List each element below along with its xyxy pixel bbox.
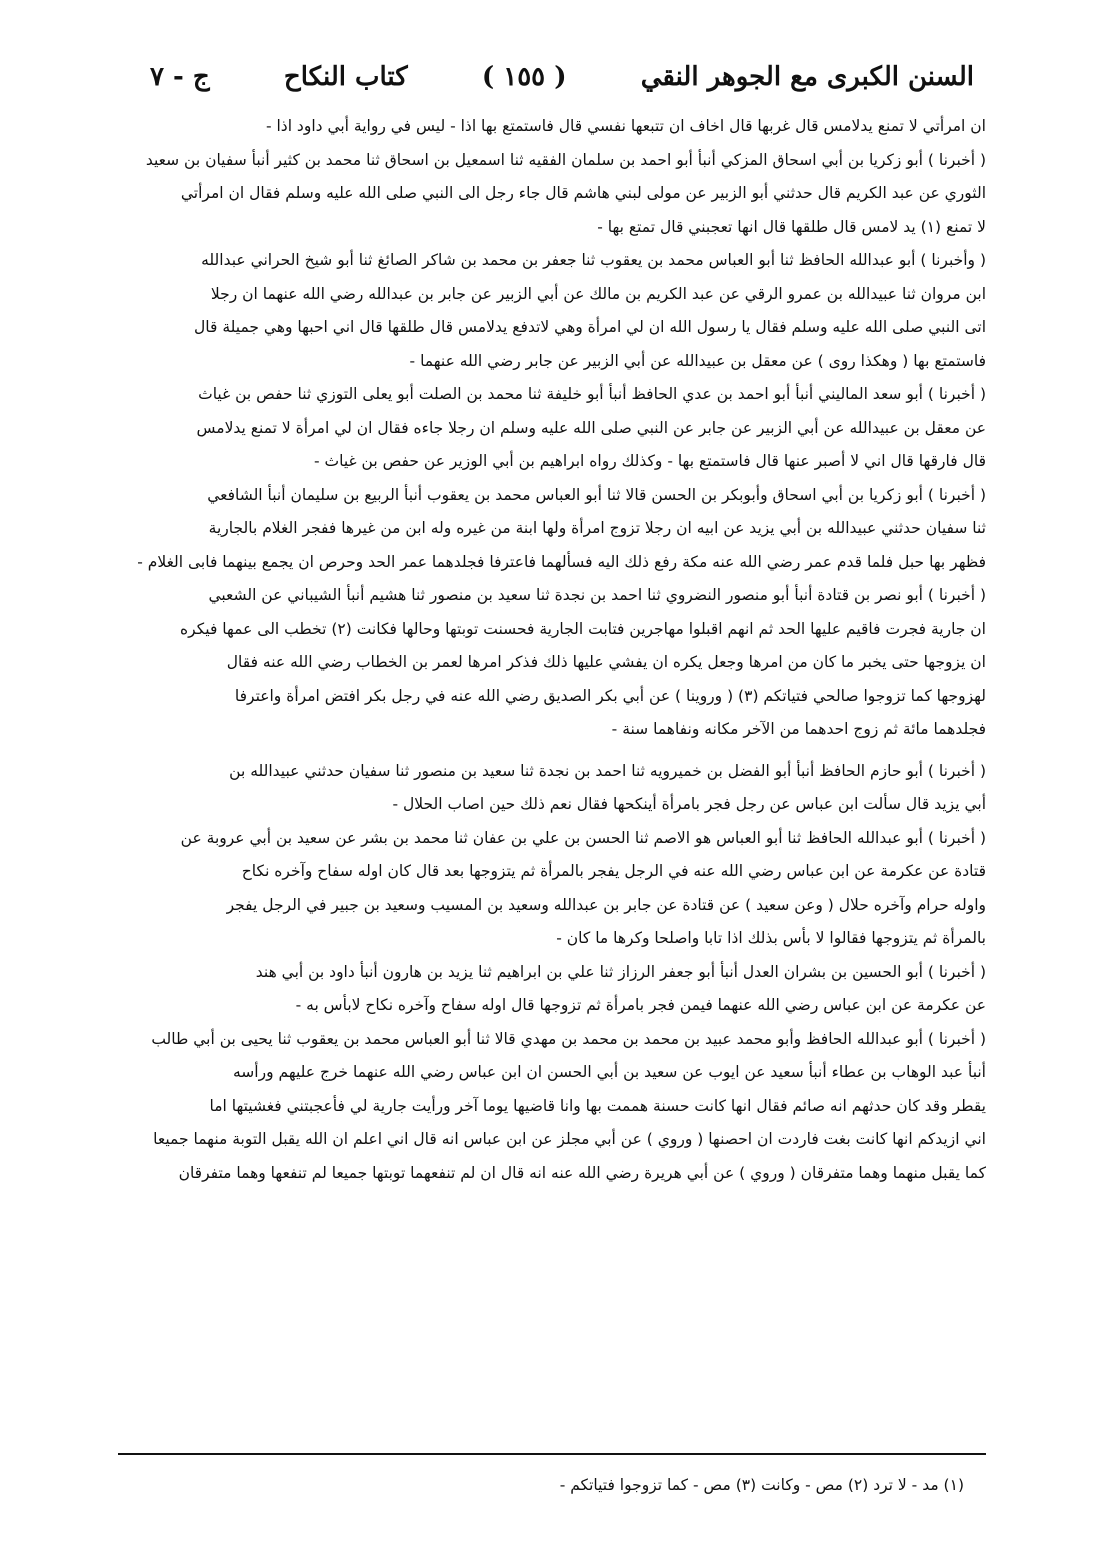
text-line: أبي يزيد قال سألت ابن عباس عن رجل فجر بامرأة أينكحها فقال نعم ذلك حين اصاب الحلال - bbox=[392, 795, 986, 813]
text-line: ( أخبرنا ) أبو عبدالله الحافظ وأبو محمد عبيد بن محمد بن محمد بن مهدي قالا ثنا أبو العباس محمد بن يعقوب ثنا يحيى بن أبي طالب bbox=[151, 1029, 986, 1048]
text-line: ( أخبرنا ) أبو سعد الماليني أنبأ أبو احمد بن عدي الحافظ أنبأ أبو خليفة ثنا محمد بن الصلت أبو يعلى التوزي ثنا حفص بن غياث bbox=[198, 385, 986, 403]
text-line: ( وأخبرنا ) أبو عبدالله الحافظ ثنا أبو العباس محمد بن يعقوب ثنا جعفر بن محمد بن شاكر الصائغ ثنا أبو شيخ الحراني عبدالله bbox=[201, 251, 986, 269]
text-line: لهزوجها كما تزوجوا صالحي فتياتكم (٣) ( وروينا ) عن أبي بكر الصديق رضي الله عنه في رجل بكر افتض امرأة واعترفا bbox=[234, 686, 986, 705]
text-line: يقطر وقد كان حدثهم انه صائم فقال انها كانت حسنة هممت بها وانا قاضيها يوما آخر ورأيت جارية لي فأعجبتني فغشيتها اما bbox=[209, 1096, 986, 1115]
text-line: فاستمتع بها ( وهكذا روى ) عن معقل بن عبيدالله عن أبي الزبير عن جابر رضي الله عنهما - bbox=[409, 351, 986, 370]
text-line: ( أخبرنا ) أبو نصر بن قتادة أنبأ أبو منصور النضروي ثنا احمد بن نجدة ثنا سعيد بن منصور ثنا هشيم أنبأ الشيباني عن الشعبي bbox=[208, 586, 986, 604]
page-header bbox=[150, 52, 974, 102]
text-line: الثوري عن عبد الكريم قال حدثني أبو الزبير عن مولى لبني هاشم قال جاء رجل الى النبي صلى الله عليه وسلم فقال ان امرأتي bbox=[180, 184, 986, 202]
text-line: ( أخبرنا ) أبو الحسين بن بشران العدل أنبأ أبو جعفر الرزاز ثنا علي بن ابراهيم ثنا يزيد بن هارون أنبأ داود بن أبي هند bbox=[255, 962, 986, 981]
text-line: ( أخبرنا ) أبو عبدالله الحافظ ثنا أبو العباس هو الاصم ثنا الحسن بن علي بن عفان ثنا محمد بن بشر عن سعيد بن أبي عروبة عن bbox=[180, 828, 986, 847]
text-line: اني ازيدكم انها كانت بغت فاردت ان احصنها ( وروي ) عن أبي مجلز عن ابن عباس انه قال اني اعلم ان الله يقبل التوبة منهما جميعا bbox=[153, 1130, 986, 1148]
main-text bbox=[118, 110, 986, 1190]
text-line: ( أخبرنا ) أبو زكريا بن أبي اسحاق وأبوبكر بن الحسن قالا ثنا أبو العباس محمد بن يعقوب أنبأ الربيع بن سليمان أنبأ الشافعي bbox=[207, 485, 986, 504]
text-line: فظهر بها حبل فلما قدم عمر رضي الله عنه مكة رفع ذلك اليه فسألهما فاعترفا فجلدهما عمر الحد وحرص ان يجمع بينهما فابى الغلام - bbox=[137, 552, 986, 571]
footnote-divider bbox=[118, 1453, 986, 1455]
page-number: ( ١٥٥ ) bbox=[481, 62, 567, 92]
text-line: ( أخبرنا ) أبو حازم الحافظ أنبأ أبو الفضل بن خميرويه ثنا احمد بن نجدة ثنا سعيد بن منصور ثنا سفيان حدثني عبيدالله بن bbox=[229, 761, 986, 780]
text-line: قال فارقها قال اني لا أصبر عنها قال فاستمتع بها - وكذلك رواه ابراهيم بن أبي الوزير عن حفص بن غياث - bbox=[313, 452, 986, 470]
text-line: ثنا سفيان حدثني عبيدالله بن أبي يزيد عن ابيه ان رجلا تزوج امرأة ولها ابنة من غيره وله ابن من غيرها ففجر الغلام بالجارية bbox=[208, 519, 986, 537]
footnote: (١) مد - لا ترد (٢) مص - وكانت (٣) مص - كما تزوجوا فتياتكم - bbox=[559, 1476, 964, 1494]
text-line: فجلدهما مائة ثم زوج احدهما من الآخر مكانه ونفاهما سنة - bbox=[611, 720, 986, 738]
text-line: لا تمنع (١) يد لامس قال طلقها قال انها تعجبني قال تمتع بها - bbox=[597, 217, 986, 236]
text-line: عن عكرمة عن ابن عباس رضي الله عنهما فيمن فجر بامرأة ثم تزوجها قال اوله سفاح وآخره نكاح لابأس به - bbox=[295, 996, 986, 1014]
text-line: بالمرأة ثم يتزوجها فقالوا لا بأس بذلك اذا تابا واصلحا وكرها ما كان - bbox=[556, 929, 986, 947]
text-line: ابن مروان ثنا عبيدالله بن عمرو الرقي عن عبد الكريم بن مالك عن أبي الزبير عن جابر بن عبدالله رضي الله عنهما ان رجلا bbox=[210, 284, 986, 303]
text-line: واوله حرام وآخره حلال ( وعن سعيد ) عن قتادة عن جابر بن عبدالله وسعيد بن المسيب وسعيد بن جبير في الرجل يفجر bbox=[226, 895, 986, 914]
text-line: اتى النبي صلى الله عليه وسلم فقال يا رسول الله ان لي امرأة وهي لاتدفع يدلامس قال طلقها قال اني احبها وهي جميلة قال bbox=[194, 318, 986, 336]
text-line: عن معقل بن عبيدالله عن أبي الزبير عن جابر عن النبي صلى الله عليه وسلم ان رجلا جاءه فقال ان لي امرأة لا تمنع يدلامس bbox=[196, 418, 986, 437]
text-line: قتادة عن عكرمة عن ابن عباس رضي الله عنه في الرجل يفجر بالمرأة ثم يتزوجها بعد قال كان اوله سفاح وآخره نكاح bbox=[241, 862, 986, 880]
chapter-title: كتاب النكاح bbox=[283, 62, 408, 92]
paragraph-gap bbox=[118, 747, 986, 755]
book-title: السنن الكبرى مع الجوهر النقي bbox=[640, 62, 974, 92]
text-line: كما يقبل منهما وهما متفرقان ( وروي ) عن أبي هريرة رضي الله عنه انه قال ان لم تنفعهما توبتها جميعا لم تنفعها وهما متفرقان bbox=[178, 1163, 986, 1182]
text-line: ان امرأتي لا تمنع يدلامس قال غربها قال اخاف ان تتبعها نفسي قال فاستمتع بها اذا - ليس في رواية أبي داود اذا - bbox=[265, 117, 986, 135]
text-line: ان جارية فجرت فاقيم عليها الحد ثم انهم اقبلوا مهاجرين فتابت الجارية فحسنت توبتها وحالها فكانت (٢) تخطب الى عمها فيكره bbox=[180, 619, 986, 638]
text-line: ( أخبرنا ) أبو زكريا بن أبي اسحاق المزكي أنبأ أبو احمد بن سلمان الفقيه ثنا اسمعيل بن اسحاق ثنا محمد بن كثير أنبأ سفيان بن سعيد bbox=[145, 150, 986, 169]
volume-number: ج - ٧ bbox=[150, 62, 210, 92]
text-line: ان يزوجها حتى يخبر ما كان من امرها وجعل يكره ان يفشي عليها ذلك فذكر امرها لعمر بن الخطاب رضي الله عنه فقال bbox=[226, 653, 986, 671]
text-line: أنبأ عبد الوهاب بن عطاء أنبأ سعيد عن ايوب عن سعيد بن أبي الحسن ان ابن عباس رضي الله عنهما خرج عليهم ورأسه bbox=[233, 1063, 986, 1081]
